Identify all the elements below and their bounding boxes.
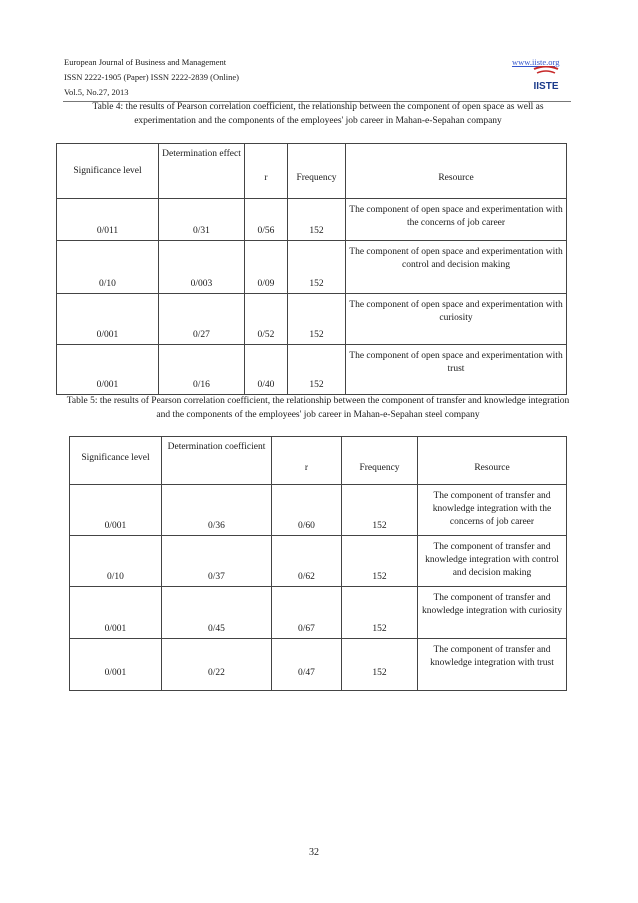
cell-r: 0/09 — [245, 241, 288, 294]
page-number: 32 — [309, 847, 319, 858]
cell-significance: 0/001 — [57, 294, 159, 345]
cell-resource: The component of open space and experimentation with trust — [346, 345, 567, 395]
table-row — [70, 587, 567, 639]
cell-frequency: 152 — [288, 345, 346, 395]
cell-frequency: 152 — [288, 199, 346, 241]
table-row — [57, 294, 567, 345]
table4-header-r: r — [245, 144, 288, 199]
journal-volume: Vol.5, No.27, 2013 — [64, 87, 129, 97]
iiste-logo — [528, 66, 564, 96]
cell-r: 0/67 — [272, 587, 342, 639]
table-row — [57, 199, 567, 241]
cell-resource: The component of transfer and knowledge integration with curiosity — [418, 587, 567, 639]
cell-resource: The component of open space and experimentation with the concerns of job career — [346, 199, 567, 241]
cell-resource: The component of transfer and knowledge integration with trust — [418, 639, 567, 691]
table4-header-resource: Resource — [346, 144, 567, 199]
table5 — [69, 436, 567, 691]
table5-header-determination: Determination coefficient — [162, 437, 272, 485]
table-row — [70, 639, 567, 691]
cell-frequency: 152 — [288, 294, 346, 345]
cell-significance: 0/001 — [70, 639, 162, 691]
cell-significance: 0/10 — [70, 536, 162, 587]
cell-resource: The component of open space and experimentation with control and decision making — [346, 241, 567, 294]
cell-r: 0/40 — [245, 345, 288, 395]
journal-name: European Journal of Business and Management — [64, 57, 227, 67]
cell-significance: 0/001 — [70, 587, 162, 639]
table5-caption: Table 5: the results of Pearson correlation coefficient, the relationship between the component of transfer and knowledge integration and the components of the employees' job career in Mahan-e-Sepahan steel company — [66, 396, 570, 420]
table4-header-determination: Determination effect — [159, 144, 245, 199]
cell-r: 0/47 — [272, 639, 342, 691]
cell-frequency: 152 — [342, 485, 418, 536]
logo-text: IISTE — [533, 81, 559, 92]
journal-issn: ISSN 2222-1905 (Paper) ISSN 2222-2839 (Online) — [64, 72, 239, 82]
cell-r: 0/56 — [245, 199, 288, 241]
cell-frequency: 152 — [342, 587, 418, 639]
table-row — [57, 241, 567, 294]
cell-frequency: 152 — [342, 536, 418, 587]
table-row — [57, 345, 567, 395]
cell-determination: 0/003 — [159, 241, 245, 294]
cell-frequency: 152 — [288, 241, 346, 294]
cell-determination: 0/16 — [159, 345, 245, 395]
cell-determination: 0/22 — [162, 639, 272, 691]
cell-resource: The component of open space and experimentation with curiosity — [346, 294, 567, 345]
table5-header-significance: Significance level — [70, 437, 162, 485]
cell-resource: The component of transfer and knowledge integration with the concerns of job career — [418, 485, 567, 536]
table4-header-significance: Significance level — [57, 144, 159, 199]
cell-determination: 0/45 — [162, 587, 272, 639]
cell-determination: 0/37 — [162, 536, 272, 587]
journal-website-link[interactable]: www.iiste.org — [512, 57, 560, 67]
table5-header-r: r — [272, 437, 342, 485]
table4 — [56, 143, 567, 395]
table5-header-resource: Resource — [418, 437, 567, 485]
table4-caption: Table 4: the results of Pearson correlation coefficient, the relationship between the component of open space as well as experimentation and the components of the employees' job career in Mahan-e-Sepahan company — [92, 102, 544, 126]
cell-determination: 0/27 — [159, 294, 245, 345]
cell-determination: 0/36 — [162, 485, 272, 536]
table-row — [70, 485, 567, 536]
table4-header-frequency: Frequency — [288, 144, 346, 199]
cell-r: 0/60 — [272, 485, 342, 536]
cell-frequency: 152 — [342, 639, 418, 691]
cell-r: 0/52 — [245, 294, 288, 345]
table5-header-frequency: Frequency — [342, 437, 418, 485]
table-row — [70, 536, 567, 587]
cell-significance: 0/10 — [57, 241, 159, 294]
cell-r: 0/62 — [272, 536, 342, 587]
cell-significance: 0/001 — [57, 345, 159, 395]
table4-header-row — [57, 144, 567, 199]
cell-significance: 0/011 — [57, 199, 159, 241]
cell-significance: 0/001 — [70, 485, 162, 536]
table5-header-row — [70, 437, 567, 485]
cell-resource: The component of transfer and knowledge integration with control and decision making — [418, 536, 567, 587]
cell-determination: 0/31 — [159, 199, 245, 241]
